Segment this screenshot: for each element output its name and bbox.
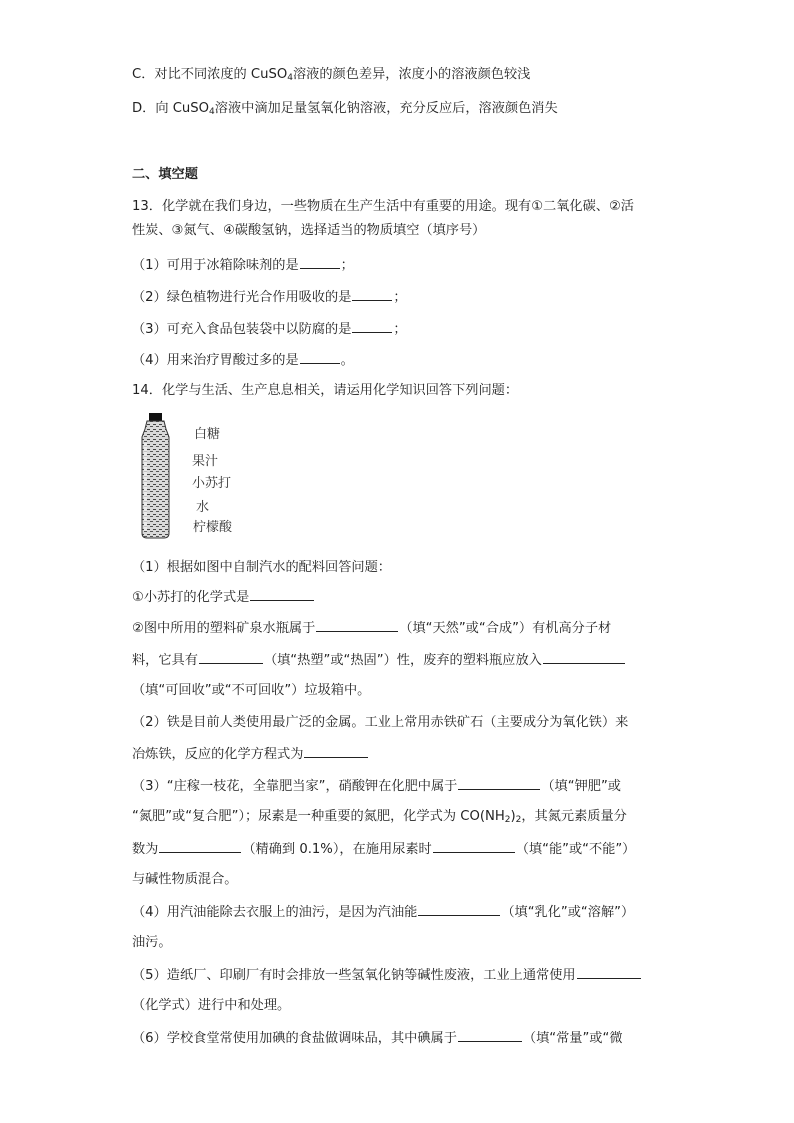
q14-part1-b-line3: （填“可回收”或“不可回收”）垃圾箱中。 <box>132 683 371 698</box>
q14-part1-a: ①小苏打的化学式是 <box>132 588 315 607</box>
answer-blank[interactable] <box>458 1029 522 1042</box>
q14-part4-line1: （4）用汽油能除去衣服上的油污，是因为汽油能 （填“乳化”或“溶解”） <box>132 905 635 920</box>
answer-blank[interactable] <box>304 745 368 758</box>
q13-item-1: （1）可用于冰箱除味剂的是 ； <box>132 258 354 273</box>
q14-part5-line2: （化学式）进行中和处理。 <box>132 998 291 1013</box>
answer-blank[interactable] <box>316 619 398 632</box>
answer-blank[interactable] <box>159 840 241 853</box>
q14-part3-line2: “氮肥”或“复合肥”）；尿素是一种重要的氮肥，化学式为 $CO(NH_2)_2$，其氮元素质量分 <box>132 809 627 825</box>
bottle-label-citric-acid: 柠檬酸 <box>193 520 233 535</box>
q14-part5-line1: （5）造纸厂、印刷厂有时会排放一些氢氧化钠等碱性废液，工业上通常使用 <box>132 966 642 985</box>
option-c: C．对比不同浓度的 CuSO$_4$溶液的颜色差异，浓度小的溶液颜色较浅 <box>132 67 531 83</box>
bottle-label-juice: 果汁 <box>192 454 219 469</box>
answer-blank[interactable] <box>300 256 340 269</box>
answer-blank[interactable] <box>352 288 392 301</box>
answer-blank[interactable] <box>458 777 540 790</box>
q14-part1: （1）根据如图中自制汽水的配料回答问题： <box>132 560 391 575</box>
q14-part6-line1: （6）学校食堂常使用加碘的食盐做调味品，其中碘属于 （填“常量”或“微 <box>132 1031 623 1046</box>
q13-item-4: （4）用来治疗胃酸过多的是 。 <box>132 353 354 368</box>
option-d: D．向 CuSO$_4$溶液中滴加足量氢氧化钠溶液，充分反应后，溶液颜色消失 <box>132 101 558 117</box>
section-title: 二、填空题 <box>132 167 198 182</box>
q14-part1-b-line2: 料，它具有 （填“热塑”或“热固”）性，废弃的塑料瓶应放入 <box>132 651 626 670</box>
q14-part3-line3: 数为 （精确到 0.1%），在施用尿素时 （填“能”或“不能”） <box>132 842 636 857</box>
answer-blank[interactable] <box>418 903 500 916</box>
q14-part1-b-line1: ②图中所用的塑料矿泉水瓶属于 （填“天然”或“合成”）有机高分子材 <box>132 621 612 636</box>
q14-part3-line4: 与碱性物质混合。 <box>132 872 238 887</box>
answer-blank[interactable] <box>199 651 263 664</box>
answer-blank[interactable] <box>543 651 625 664</box>
answer-blank[interactable] <box>433 840 515 853</box>
answer-blank[interactable] <box>577 966 641 979</box>
q14-stem: 14．化学与生活、生产息息相关，请运用化学知识回答下列问题： <box>132 383 519 398</box>
q14-part4-line2: 油污。 <box>132 935 172 950</box>
answer-blank[interactable] <box>250 588 314 601</box>
q13-item-3: （3）可充入食品包装袋中以防腐的是 ； <box>132 322 407 337</box>
q13-item-2: （2）绿色植物进行光合作用吸收的是 ； <box>132 290 407 305</box>
bottle-label-sugar: 白糖 <box>194 427 221 442</box>
answer-blank[interactable] <box>352 320 392 333</box>
q14-part2-line2: 冶炼铁，反应的化学方程式为 <box>132 745 369 764</box>
q13-stem-line1: 13．化学就在我们身边，一些物质在生产生活中有重要的用途。现有①二氧化碳、②活 <box>132 199 634 214</box>
bottle-illustration <box>135 413 177 539</box>
q14-part3-line1: （3）“庄稼一枝花，全靠肥当家”，硝酸钾在化肥中属于 （填“钾肥”或 <box>132 779 621 794</box>
answer-blank[interactable] <box>300 351 340 364</box>
bottle-label-water: 水 <box>196 500 210 515</box>
bottle-label-baking-soda: 小苏打 <box>192 476 232 491</box>
q13-stem-line2: 性炭、③氮气、④碳酸氢钠，选择适当的物质填空（填序号） <box>132 223 486 238</box>
q14-part2-line1: （2）铁是目前人类使用最广泛的金属。工业上常用赤铁矿石（主要成分为氧化铁）来 <box>132 715 629 730</box>
